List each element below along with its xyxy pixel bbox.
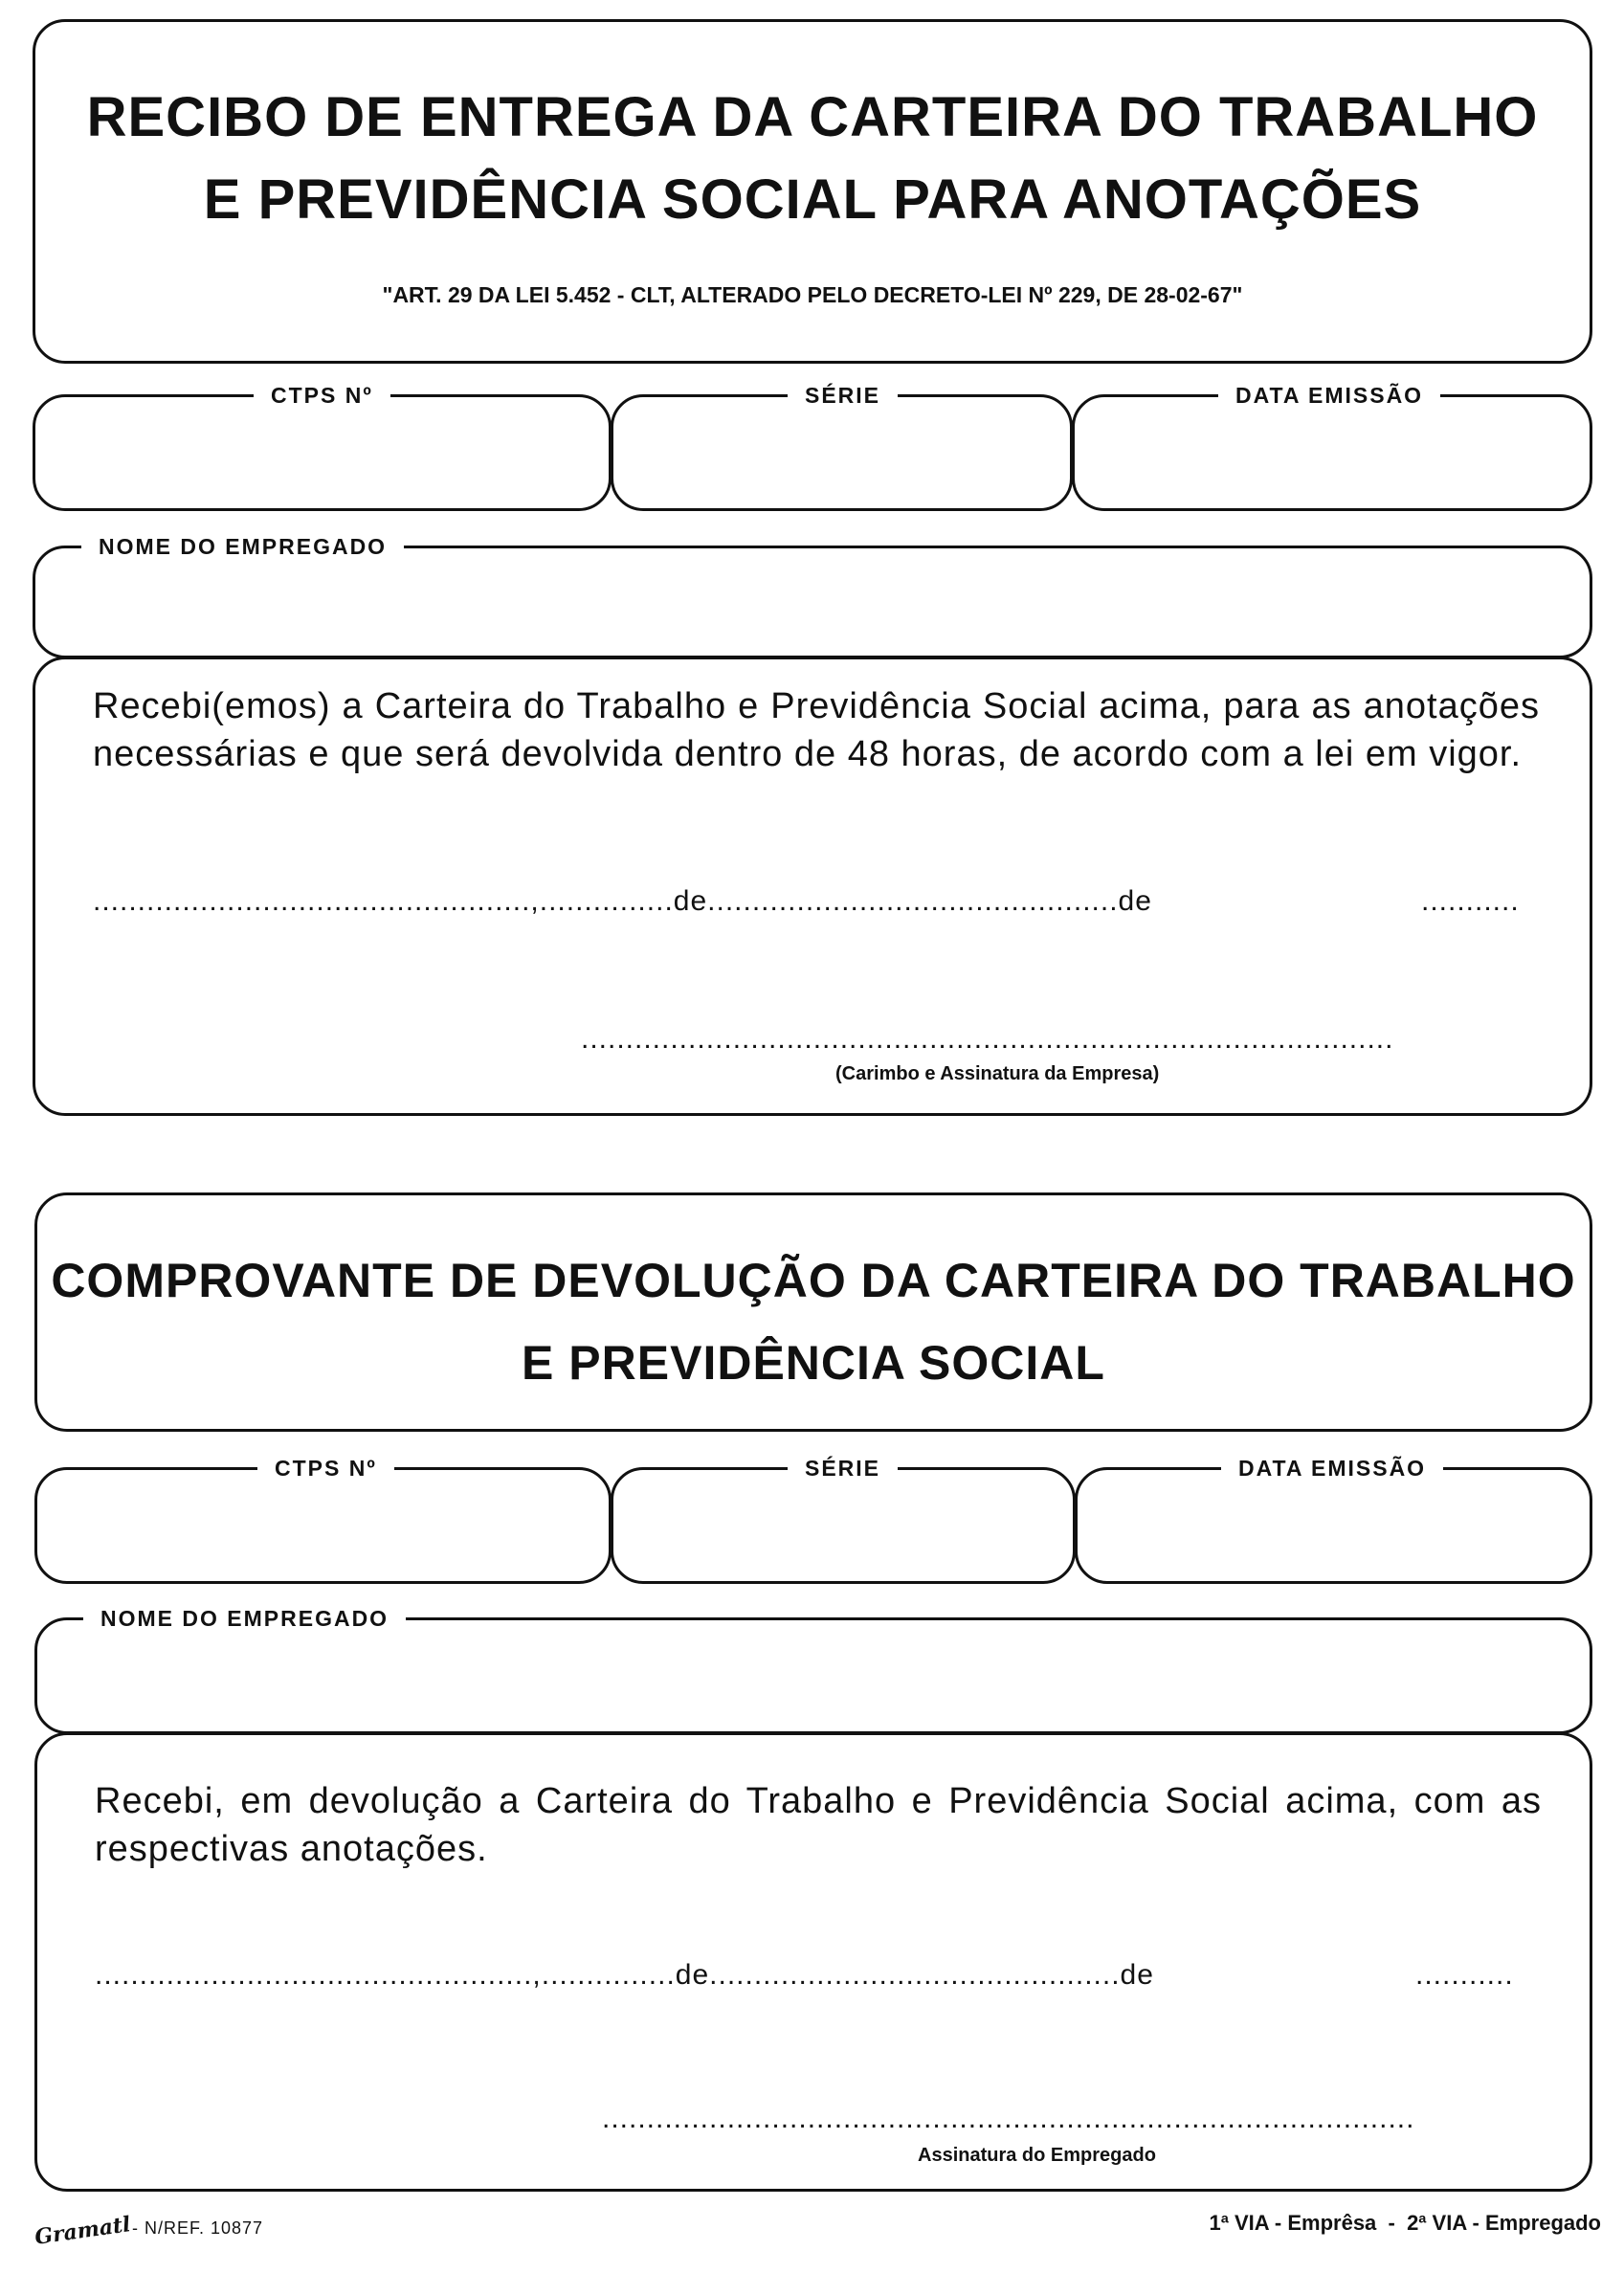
return-date-place-line[interactable] bbox=[95, 1959, 1154, 1992]
return-date-place-dots: ................................................., bbox=[95, 1959, 542, 1991]
receipt-data-emissao-field[interactable] bbox=[1072, 383, 1592, 511]
return-ctps-label: CTPS Nº bbox=[257, 1456, 394, 1482]
receipt-data-emissao-label: DATA EMISSÃO bbox=[1218, 383, 1440, 409]
return-signature-caption: Assinatura do Empregado bbox=[918, 2145, 1156, 2166]
receipt-header-box bbox=[33, 19, 1592, 364]
return-header-box bbox=[34, 1192, 1592, 1432]
receipt-statement: Recebi(emos) a Carteira do Trabalho e Previdência Social acima, para as anotações necessárias e que será devolvida dentro de 48 horas, de acordo com a lei em vigor. bbox=[93, 686, 1540, 774]
receipt-legal-reference: "ART. 29 DA LEI 5.452 - CLT, ALTERADO PELO DECRETO-LEI Nº 229, DE 28-02-67" bbox=[382, 282, 1243, 307]
copies-notice: 1ª VIA - Emprêsa - 2ª VIA - Empregado bbox=[1209, 2211, 1601, 2235]
receipt-ctps-label: CTPS Nº bbox=[254, 383, 390, 409]
return-serie-label: SÉRIE bbox=[788, 1456, 898, 1482]
return-signature-line[interactable]: ........................................................................................... bbox=[602, 2103, 1415, 2134]
return-date-month-dots: ...............de..............................................de bbox=[541, 1959, 1154, 1991]
reference-number: - N/REF. 10877 bbox=[132, 2218, 264, 2238]
receipt-date-year-dots: ........... bbox=[1421, 885, 1520, 917]
publisher-logo-text: Gramatl bbox=[33, 2212, 133, 2250]
receipt-serie-label: SÉRIE bbox=[788, 383, 898, 409]
return-serie-field[interactable] bbox=[611, 1456, 1076, 1584]
receipt-date-month-dots: ...............de..............................................de bbox=[539, 885, 1152, 917]
receipt-body-box bbox=[33, 657, 1592, 1116]
receipt-date-place-dots: ................................................., bbox=[93, 885, 540, 917]
receipt-date-place-line[interactable] bbox=[93, 885, 1152, 918]
return-statement: Recebi, em devolução a Carteira do Trabalho e Previdência Social acima, com as respectivas anotações. bbox=[95, 1781, 1542, 1869]
return-date-year-dots: ........... bbox=[1415, 1959, 1514, 1991]
return-data-emissao-field[interactable] bbox=[1075, 1456, 1592, 1584]
return-body-box bbox=[34, 1732, 1592, 2192]
return-data-emissao-label: DATA EMISSÃO bbox=[1221, 1456, 1443, 1482]
return-date-year-line[interactable] bbox=[1415, 1959, 1514, 1992]
return-title-line2: E PREVIDÊNCIA SOCIAL bbox=[522, 1336, 1105, 1390]
receipt-title-line1: RECIBO DE ENTREGA DA CARTEIRA DO TRABALHO bbox=[86, 86, 1539, 148]
receipt-date-year-line[interactable] bbox=[1421, 885, 1520, 918]
receipt-nome-field[interactable] bbox=[33, 534, 1592, 658]
receipt-signature-line[interactable]: ........................................................................................... bbox=[581, 1023, 1394, 1055]
receipt-nome-label: NOME DO EMPREGADO bbox=[81, 534, 404, 560]
return-nome-field[interactable] bbox=[34, 1606, 1592, 1734]
publisher-logo bbox=[33, 2212, 132, 2250]
return-ctps-field[interactable] bbox=[34, 1456, 612, 1584]
receipt-title-line2: E PREVIDÊNCIA SOCIAL PARA ANOTAÇÕES bbox=[203, 168, 1422, 231]
receipt-ctps-field[interactable] bbox=[33, 383, 612, 511]
receipt-signature-caption: (Carimbo e Assinatura da Empresa) bbox=[835, 1063, 1160, 1084]
return-nome-label: NOME DO EMPREGADO bbox=[83, 1606, 406, 1632]
return-title-line1: COMPROVANTE DE DEVOLUÇÃO DA CARTEIRA DO TRABALHO bbox=[51, 1254, 1576, 1307]
receipt-serie-field[interactable] bbox=[611, 383, 1073, 511]
